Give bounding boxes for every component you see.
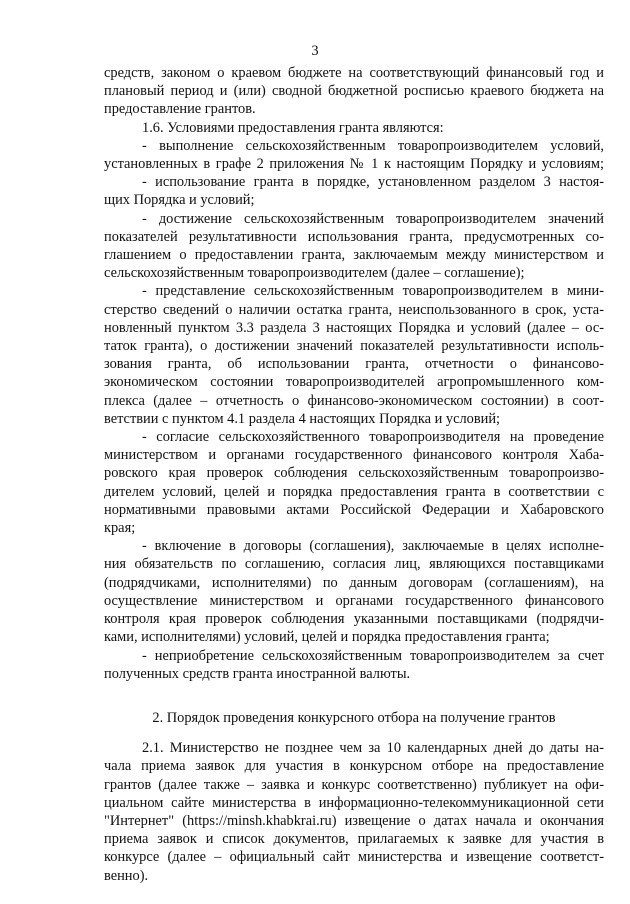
text-line: циальном сайте министерства в информационно-телекоммуникационной сети	[104, 794, 604, 811]
text-line: (подрядчиками, исполнителями) по данным договорам (соглашениям), на	[104, 574, 604, 591]
text-line: ния обязательств по соглашению, согласия лиц, являющихся поставщиками	[104, 556, 604, 573]
text-line: сельскохозяйственным товаропроизводителем (далее – соглашение);	[104, 265, 525, 282]
text-line: показателей результативности использования гранта, предусмотренных со-	[104, 228, 604, 245]
text-line: - неприобретение сельскохозяйственным товаропроизводителем за счет	[142, 647, 604, 664]
page-number: 3	[311, 43, 319, 59]
text-line: - представление сельскохозяйственным товаропроизводителем в мини-	[142, 283, 604, 300]
text-line: "Интернет" (https://minsh.khabkrai.ru) извещение о датах начала и окончания	[104, 812, 604, 829]
text-line: чала приема заявок для участия в конкурсном отборе на предоставление	[104, 758, 604, 775]
text-line: - выполнение сельскохозяйственным товаропроизводителем условий,	[142, 137, 604, 154]
condition-item	[104, 647, 604, 683]
condition-item	[104, 173, 604, 209]
text-line: плановый период и (или) сводной бюджетной росписью краевого бюджета на	[104, 83, 604, 100]
text-line: дителем условий, целей и порядка предоставления гранта в соответствии с	[104, 483, 604, 500]
text-line: ровского края проверок соблюдения сельскохозяйственным товаропроизво-	[104, 465, 604, 482]
text-line: стерство сведений о наличии остатка гранта, неиспользованного в срок, уста-	[104, 301, 604, 318]
text-line: - достижение сельскохозяйственным товаропроизводителем значений	[142, 210, 604, 227]
text-line: конкурсе (далее – официальный сайт министерства и извещение соответст-	[104, 849, 604, 866]
text-line: - включение в договоры (соглашения), заключаемые в целях исполне-	[142, 538, 604, 555]
text-line: министерством и органами государственного финансового контроля Хаба-	[104, 447, 604, 464]
spacer	[104, 727, 604, 739]
condition-item	[104, 428, 604, 537]
text-line: 2.1. Министерство не позднее чем за 10 календарных дней до даты на-	[142, 740, 604, 757]
text-line: - использование гранта в порядке, установленном разделом 3 настоя-	[142, 174, 604, 191]
section-heading: 2. Порядок проведения конкурсного отбора на получение грантов	[152, 709, 556, 726]
text-line: грантов (далее также – заявка и конкурс соответственно) публикует на офи-	[104, 776, 604, 793]
text-line: ками, исполнителями) условий, целей и порядка предоставления гранта;	[104, 629, 550, 646]
text-line: полученных средств гранта иностранной валюты.	[104, 665, 411, 682]
text-line: таток гранта), о достижении значений показателей результативности исполь-	[104, 338, 604, 355]
text-line: глашением о предоставлении гранта, заключаемым между министерством и	[104, 247, 604, 264]
condition-item	[104, 210, 604, 283]
text-line: плекса (далее – отчетность о финансово-экономическом состоянии) в соот-	[104, 392, 604, 409]
text-line: новленный пунктом 3.3 раздела 3 настоящих Порядка и условий (далее – ос-	[104, 319, 604, 336]
paragraph-1-6-intro	[104, 119, 604, 137]
document-body	[104, 64, 604, 885]
paragraph-2-1	[104, 739, 604, 885]
spacer	[104, 683, 604, 709]
text-line: 1.6. Условиями предоставления гранта являются:	[142, 119, 444, 136]
condition-item	[104, 137, 604, 173]
text-line: установленных в графе 2 приложения № 1 к настоящим Порядку и условиям;	[104, 156, 604, 173]
text-line: - согласие сельскохозяйственного товаропроизводителя на проведение	[142, 429, 604, 446]
text-line: щих Порядка и условий;	[104, 192, 255, 209]
text-line: осуществление министерством и органами государственного финансового	[104, 592, 604, 609]
condition-item	[104, 282, 604, 428]
text-line: предоставление грантов.	[104, 101, 256, 118]
text-line: экономическом состоянии товаропроизводителей агропромышленного ком-	[104, 374, 604, 391]
condition-item	[104, 537, 604, 646]
text-line: венно).	[104, 867, 149, 884]
text-line: контроля края проверок соблюдения указанными поставщиками (подрядчи-	[104, 611, 604, 628]
text-line: средств, законом о краевом бюджете на соответствующий финансовый год и	[104, 65, 604, 81]
text-line: края;	[104, 520, 136, 537]
text-line: нормативными правовыми актами Российской Федерации и Хабаровского	[104, 501, 604, 518]
text-line: ветствии с пунктом 4.1 раздела 4 настоящих Порядка и условий;	[104, 410, 501, 427]
paragraph-continuation	[104, 64, 604, 119]
text-line: приема заявок и список документов, прилагаемых к заявке для участия в	[104, 831, 604, 848]
text-line: зования гранта, об использовании гранта, отчетности о финансово-	[104, 356, 604, 373]
